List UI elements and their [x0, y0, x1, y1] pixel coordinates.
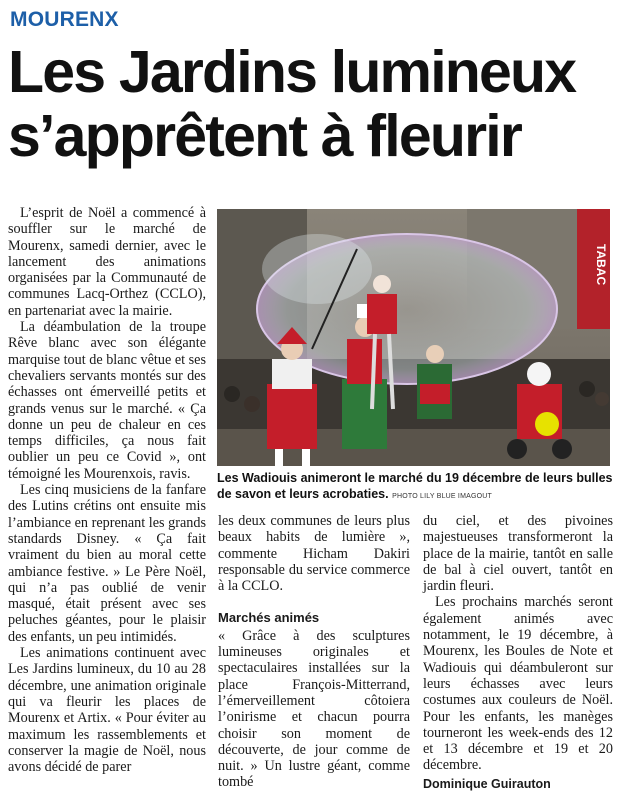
article-column-1 — [8, 205, 206, 775]
author-byline: Dominique Guirauton — [423, 776, 551, 791]
paragraph-fanfare: Les cinq musiciens de la fanfare des Lutins crétins ont ensuite mis l’ambiance en reprenant les grands standards Disney. « Ça fait vraiment du bien au moral cette ambiance festive. » Le Père Noël, qui n’a pas oublié de venir masqué, était présent avec ses peluches géantes, pour le plaisir des enfants, un peu intimidés. — [8, 482, 206, 645]
section-kicker: MOURENX — [10, 8, 119, 31]
photo-credit: PHOTO LILY BLUE IMAGOUT — [392, 493, 492, 500]
street-performers-photo — [217, 209, 610, 466]
paragraph-sculptures-start: « Grâce à des sculptures lumineuses originales et spectaculaires installées sur la place François-Mitterrand, l’émerveillement côtoiera l’onirisme et chacun pourra choisir son moment de découverte, de jour comme de nuit. » Un lustre géant, comme tombé — [218, 627, 410, 791]
paragraph-prochains-marches: Les prochains marchés seront également animés avec notamment, le 19 décembre, à Mourenx, les Boules de Note et Wadiouis qui déambuleront sur leurs échasses avec leurs costumes aux couleurs de Noël. Pour les enfants, les manèges tourneront les week-ends des 12 et 13 décembre et 19 et 20 décembre. — [423, 594, 613, 774]
paragraph-intro: L’esprit de Noël a commencé à souffler sur le marché de Mourenx, samedi dernier, avec le lancement des animations organisées par la Communauté de communes Lacq-Orthez (CCLO), en partenariat avec la mairie. — [8, 205, 206, 319]
paragraph-sculptures-end: du ciel, et des pivoines majestueuses transformeront la place de la mairie, tantôt en salle de bal à ciel ouvert, tantôt en jardin fleuri. — [423, 513, 613, 595]
photo-caption — [217, 470, 617, 505]
paragraph-deambulation: La déambulation de la troupe Rêve blanc avec son élégante marquise tout de blanc vêtue et ses chevaliers servants montés sur des échasses ont émerveillé petits et grands venus sur le marché. « Ça donne un peu de chaleur en ces temps difficiles, ça nous fait oublier un peu ce Covid », ont témoigné les Mourenxois, ravis. — [8, 319, 206, 482]
article-photo — [217, 209, 610, 466]
article-column-3 — [423, 513, 613, 792]
subheading-marches: Marchés animés — [218, 610, 320, 626]
paragraph-animations-start: Les animations continuent avec Les Jardins lumineux, du 10 au 28 décembre, une animation originale qui va fleurir les places de Mourenx et Artix. « Pour éviter au maximum les rassemblements et conserver la magie de Noël, nous avons décidé de parer — [8, 645, 206, 776]
caption-text: Les Wadiouis animeront le marché du 19 décembre de leurs bulles de savon et leurs acrobaties. — [217, 471, 613, 501]
paragraph-animations-end: les deux communes de leurs plus beaux habits de lumière », commente Hicham Dakiri responsable du service commerce à la CCLO. — [218, 513, 410, 595]
tabac-sign: TABAC — [594, 244, 608, 286]
headline — [8, 40, 620, 168]
headline-line-1: Les Jardins lumineux — [8, 39, 576, 105]
article-column-2 — [218, 513, 410, 791]
headline-line-2: s’apprêtent à fleurir — [8, 103, 522, 169]
